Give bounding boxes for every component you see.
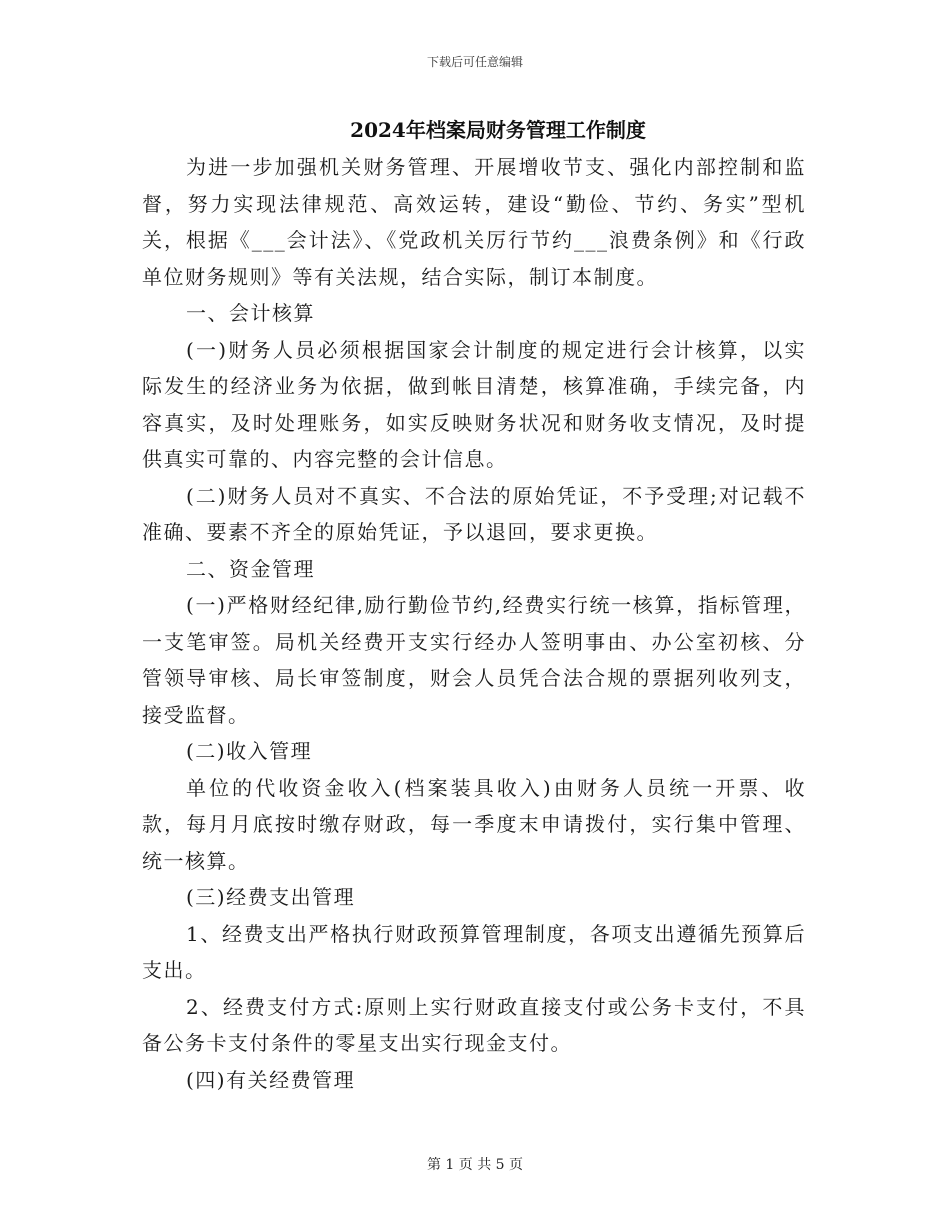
subsection-heading: (四)有关经费管理: [186, 1067, 356, 1092]
body-paragraph: (一)严格财经纪律,励行勤俭节约,经费实行统一核算，指标管理，一支笔审签。局机关经费开支实行经办人签明事由、办公室初核、分管领导审核、局长审签制度，财会人员凭合法合规的票据列收列支，接受监督。: [142, 593, 806, 727]
document-title: 2024年档案局财务管理工作制度: [350, 118, 646, 142]
body-paragraph: (二)财务人员对不真实、不合法的原始凭证，不予受理;对记载不准确、要素不齐全的原始凭证，予以退回，要求更换。: [142, 483, 806, 544]
body-paragraph: 单位的代收资金收入(档案装具收入)由财务人员统一开票、收款，每月月底按时缴存财政，每一季度末申请拨付，实行集中管理、统一核算。: [142, 775, 806, 873]
intro-paragraph: 为进一步加强机关财务管理、开展增收节支、强化内部控制和监督，努力实现法律规范、高效运转，建设“勤俭、节约、务实”型机关，根据《___会计法》、《党政机关厉行节约___浪费条例》和《行政单位财务规则》等有关法规，结合实际，制订本制度。: [142, 155, 806, 289]
section-heading: 一、会计核算: [186, 301, 315, 325]
subsection-heading: (二)收入管理: [186, 739, 313, 763]
page-number-footer: 第 1 页 共 5 页: [426, 1157, 524, 1173]
body-paragraph: (一)财务人员必须根据国家会计制度的规定进行会计核算，以实际发生的经济业务为依据，做到帐目清楚，核算准确，手续完备，内容真实，及时处理账务，如实反映财务状况和财务收支情况，及时提供真实可靠的、内容完整的会计信息。: [142, 337, 806, 471]
body-paragraph: 2、经费支付方式:原则上实行财政直接支付或公务卡支付，不具备公务卡支付条件的零星支出实行现金支付。: [142, 994, 806, 1055]
section-heading: 二、资金管理: [186, 556, 315, 581]
document-body: [142, 149, 806, 1098]
header-note: 下载后可任意编辑: [426, 55, 523, 69]
body-paragraph: 1、经费支出严格执行财政预算管理制度，各项支出遵循先预算后支出。: [142, 921, 806, 982]
subsection-heading: (三)经费支出管理: [186, 885, 356, 909]
